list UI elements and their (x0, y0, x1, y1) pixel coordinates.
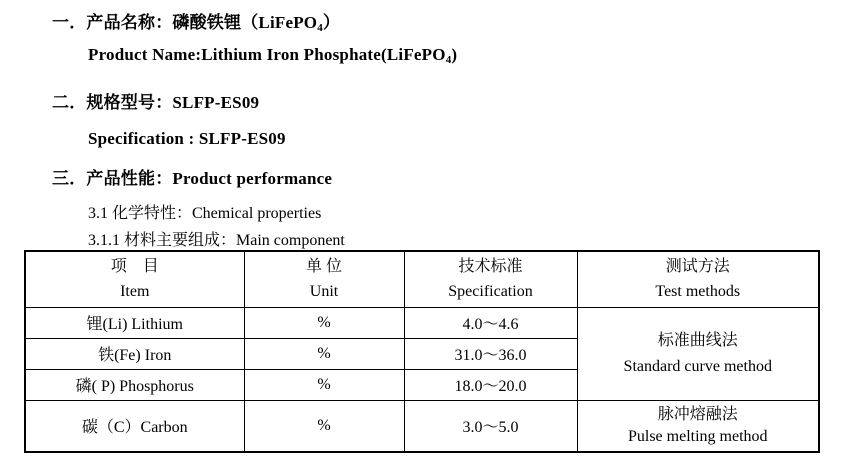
table-row-lithium (25, 307, 819, 338)
col-header-unit-en: Unit (309, 283, 339, 301)
method-pulse-melting-zh: 脉冲熔融法 (657, 405, 738, 423)
cell-spec-phosphorus: 18.0～20.0 (404, 369, 577, 400)
subheading-main-component: 3.1.1 材料主要组成：Main component (88, 232, 345, 249)
heading-product-name-zh-close: ） (322, 13, 341, 32)
cell-unit-lithium: % (244, 307, 404, 338)
cell-item-carbon: 碳（C）Carbon (25, 400, 244, 452)
col-header-unit (244, 251, 404, 307)
heading-product-performance: 三．产品性能：Product performance (52, 169, 333, 188)
cell-item-lithium: 锂(Li) Lithium (25, 307, 244, 338)
heading-product-name-zh-text: 一．产品名称：磷酸铁锂（LiFePO (52, 13, 318, 32)
heading-product-name-zh (52, 8, 340, 33)
col-header-specification-zh: 技术标准 (458, 258, 523, 276)
cell-method-pulse-melting (577, 400, 819, 452)
method-standard-curve-zh: 标准曲线法 (657, 331, 738, 349)
cell-method-standard-curve (577, 307, 819, 400)
method-pulse-melting-en: Pulse melting method (627, 427, 768, 445)
col-header-test-methods-zh: 测试方法 (665, 258, 730, 276)
heading-product-name-en (88, 45, 457, 65)
col-header-item-zh: 项 目 (110, 258, 159, 276)
table-row-carbon (25, 400, 819, 452)
table-header-row (25, 251, 819, 307)
cell-unit-carbon: % (244, 400, 404, 452)
col-header-unit-zh: 单 位 (305, 258, 342, 276)
cell-item-phosphorus: 磷( P) Phosphorus (25, 369, 244, 400)
cell-unit-iron: % (244, 338, 404, 369)
col-header-item (25, 251, 244, 307)
spec-table-container (24, 250, 820, 453)
cell-spec-iron: 31.0～36.0 (404, 338, 577, 369)
col-header-specification (404, 251, 577, 307)
cell-item-iron: 铁(Fe) Iron (25, 338, 244, 369)
cell-spec-lithium: 4.0～4.6 (404, 307, 577, 338)
main-component-table (24, 250, 820, 453)
heading-spec-model-zh: 二．规格型号：SLFP-ES09 (52, 93, 260, 112)
chem-subscript: 4 (317, 22, 323, 34)
col-header-test-methods-en: Test methods (655, 283, 741, 301)
heading-product-name-en-close: ) (451, 45, 458, 64)
col-header-specification-en: Specification (448, 283, 533, 301)
method-standard-curve-en: Standard curve method (623, 357, 772, 375)
cell-spec-carbon: 3.0～5.0 (404, 400, 577, 452)
chem-subscript: 4 (445, 54, 452, 66)
heading-product-name-en-text: Product Name:Lithium Iron Phosphate(LiFePO (88, 45, 446, 64)
col-header-test-methods (577, 251, 819, 307)
cell-unit-phosphorus: % (244, 369, 404, 400)
col-header-item-en: Item (120, 283, 150, 301)
heading-spec-model-en: Specification : SLFP-ES09 (88, 129, 286, 148)
subheading-chemical-properties: 3.1 化学特性：Chemical properties (88, 205, 322, 222)
